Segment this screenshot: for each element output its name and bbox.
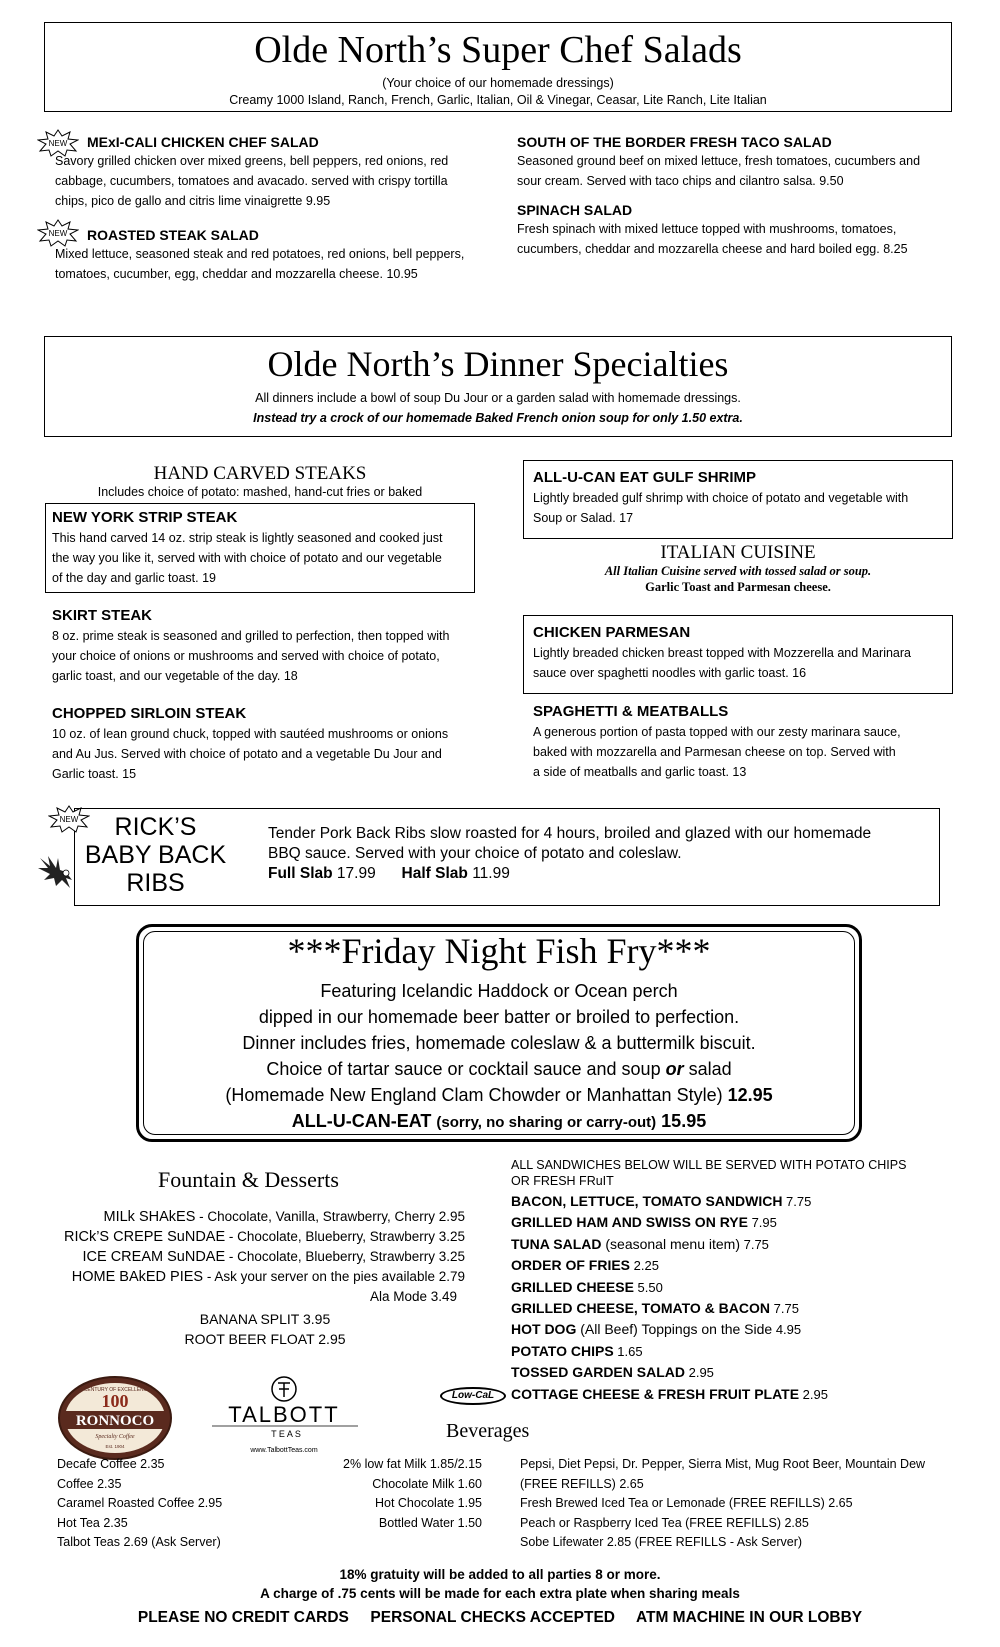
fish-price: 12.95 [727, 1085, 773, 1105]
desc-line: 10 oz. of lean ground chuck, topped with sautéed mushrooms or onions [52, 727, 449, 741]
desc-line: baked with mozzarella and Parmesan cheese on top. Served with [533, 745, 896, 759]
desc-line: a side of meatballs and garlic toast. 13 [533, 765, 747, 779]
desc-line: BBQ sauce. Served with your choice of potato and coleslaw. [268, 845, 682, 862]
desserts-list [30, 1207, 465, 1307]
steak-item-desc [52, 724, 472, 784]
sandwich-price: 7.95 [747, 1215, 777, 1231]
desc-line: Lightly breaded chicken breast topped with Mozzerella and Marinara [533, 646, 911, 660]
half-slab-label: Half Slab [401, 865, 468, 882]
salad-item-desc [517, 151, 947, 191]
dessert-item [30, 1267, 465, 1287]
sandwich-price: 7.75 [782, 1194, 812, 1209]
beverage-item: Fresh Brewed Iced Tea or Lemonade (FREE REFILLS) 2.65 [520, 1496, 853, 1510]
footer-gratuity: 18% gratuity will be added to all parties 8 or more. [339, 1567, 661, 1582]
salads-dressings: Creamy 1000 Island, Ranch, French, Garlic, Italian, Oil & Vinegar, Ceasar, Lite Ranch, Lite Italian [229, 93, 767, 107]
steak-item-title: CHOPPED SIRLOIN STEAK [52, 705, 247, 722]
fish-line: Featuring Icelandic Haddock or Ocean perch [320, 981, 678, 1001]
sandwich-price: 2.95 [799, 1386, 828, 1402]
ronnoco-sub: Specialty Coffee [95, 1434, 135, 1440]
beverage-item: Peach or Raspberry Iced Tea (FREE REFILLS) 2.85 [520, 1515, 809, 1530]
desc-line: cucumbers, cheddar and mozzarella cheese and hard boiled egg. 8.25 [517, 242, 908, 256]
salad-item-desc [517, 219, 947, 259]
full-slab-label: Full Slab [268, 865, 333, 882]
desc-line: Lightly breaded gulf shrimp with choice of potato and vegetable with [533, 491, 909, 505]
desc-line: 8 oz. prime steak is seasoned and grilled to perfection, then topped with [52, 629, 450, 643]
salad-item-title: ROASTED STEAK SALAD [87, 227, 259, 243]
sandwich-name: BACON, LETTUCE, TOMATO SANDWICH [511, 1193, 783, 1209]
salad-item-desc [55, 151, 475, 211]
steak-item-title: SKIRT STEAK [52, 607, 153, 624]
ronnoco-num: 100 [101, 1391, 129, 1411]
ala-mode: Ala Mode 3.49 [369, 1289, 457, 1304]
sandwich-list [511, 1191, 981, 1405]
desc-line: A generous portion of pasta topped with our zesty marinara sauce, [533, 725, 901, 739]
ronnoco-name: RONNOCO [75, 1413, 155, 1429]
sandwich-name: GRILLED CHEESE [511, 1278, 634, 1295]
salads-title: Olde North’s Super Chef Salads [254, 29, 742, 71]
sandwich-name: TUNA SALAD [511, 1235, 602, 1252]
dessert-item [30, 1247, 465, 1267]
fish-text: Choice of tartar sauce or cocktail sauce and soup [266, 1059, 666, 1079]
dessert-name: MILk SHAkES [103, 1209, 196, 1225]
fish-line [136, 1056, 862, 1082]
low-cal-badge [440, 1387, 506, 1405]
sandwich-price: 2.95 [684, 1365, 714, 1381]
italian-item-title: SPAGHETTI & MEATBALLS [533, 703, 729, 720]
desc-line: the way you like it, served with with choice of potato and our vegetable [52, 551, 442, 565]
talbott-url: www.TalbottTeas.com [250, 1447, 318, 1454]
desc-line: Mixed lettuce, seasoned steak and red potatoes, red onions, bell peppers, [55, 247, 465, 261]
sandwich-price: 2.25 [630, 1258, 659, 1274]
fish-text: ALL-U-CAN-EAT [291, 1111, 437, 1131]
sandwich-price: 7.75 [740, 1236, 769, 1252]
beverage-item: Pepsi, Diet Pepsi, Dr. Pepper, Sierra Mist, Mug Root Beer, Mountain Dew [520, 1457, 926, 1471]
desserts-extra [150, 1309, 380, 1349]
beverage-item: Hot Chocolate 1.95 [374, 1496, 482, 1510]
italian-item-desc [533, 722, 948, 782]
beverages-title: Beverages [446, 1420, 530, 1442]
desc-line: garlic toast, and our vegetable of the day. 18 [52, 669, 298, 683]
dinner-title: Olde North’s Dinner Specialties [267, 344, 729, 384]
desc-line: Garlic toast. 15 [52, 767, 137, 781]
desc-line: tomatoes, cucumber, egg, cheddar and mozzarella cheese. 10.95 [55, 267, 418, 281]
dessert-name: RICk’S CREPE SuNDAE [63, 1229, 226, 1245]
ribs-prices [268, 864, 928, 884]
steaks-note: Includes choice of potato: mashed, hand-cut fries or baked [97, 485, 423, 499]
ribs-title [68, 813, 243, 897]
beverages-col2 [300, 1455, 482, 1533]
fish-line [136, 1082, 862, 1108]
dessert-item [30, 1227, 465, 1247]
sandwich-name: POTATO CHIPS [511, 1342, 614, 1359]
sandwich-item [511, 1277, 981, 1298]
steak-item-title: NEW YORK STRIP STEAK [52, 509, 238, 526]
fish-price: 15.95 [656, 1111, 707, 1131]
ribs-title-line: RICK’S [114, 813, 197, 841]
new-badge-label: NEW [48, 229, 68, 238]
footer-payment: PLEASE NO CREDIT CARDS PERSONAL CHECKS ACCEPTED ATM MACHINE IN OUR LOBBY [137, 1609, 863, 1626]
new-badge-icon [37, 219, 79, 247]
desc-line: This hand carved 14 oz. strip steak is lightly seasoned and cooked just [52, 531, 443, 545]
sandwich-name: ORDER OF FRIES [511, 1257, 631, 1274]
talbott-name: TALBOTT [228, 1402, 340, 1427]
salad-item-desc [55, 244, 475, 284]
dessert-detail: - Chocolate, Blueberry, Strawberry 3.25 [225, 1249, 465, 1264]
steaks-heading: HAND CARVED STEAKS [153, 463, 367, 484]
half-slab-price: 11.99 [472, 865, 510, 882]
new-badge-label: NEW [48, 139, 68, 148]
fish-text: (Homemade New England Clam Chowder or Manhattan Style) [225, 1085, 728, 1105]
desc-line: Tender Pork Back Ribs slow roasted for 4 hours, broiled and glazed with our homemade [268, 825, 872, 842]
ribs-desc [268, 824, 928, 884]
desc-line: Fresh spinach with mixed lettuce topped with mushrooms, tomatoes, [517, 222, 897, 236]
sandwich-item [511, 1191, 981, 1212]
ribs-title-line: RIBS [126, 869, 185, 897]
fish-line [136, 1108, 862, 1136]
beverages-col3 [520, 1455, 925, 1553]
ronnoco-logo [57, 1375, 173, 1461]
sandwich-price: 7.75 [770, 1301, 799, 1317]
sandwich-price: 1.65 [613, 1343, 643, 1359]
dessert-detail: - Ask your server on the pies available 2.79 [203, 1269, 465, 1284]
italian-item-title: CHICKEN PARMESAN [533, 624, 691, 641]
dessert-name: ICE CREAM SuNDAE [82, 1249, 226, 1265]
sandwich-name: HOT DOG [511, 1321, 577, 1338]
fish-text: or [665, 1059, 684, 1079]
steak-item-desc [52, 528, 472, 588]
dinner-note: All dinners include a bowl of soup Du Jour or a garden salad with homemade dressings. [255, 391, 741, 405]
steak-item-desc [52, 626, 472, 686]
fish-line: dipped in our homemade beer batter or broiled to perfection. [258, 1007, 740, 1027]
sandwich-extra: (All Beef) Toppings on the Side [576, 1321, 773, 1338]
sandwich-item [511, 1362, 981, 1383]
fish-text: (sorry, no sharing or carry-out) [436, 1114, 657, 1131]
desc-line: chips, pico de gallo and citris lime vinaigrette 9.95 [55, 194, 331, 208]
new-badge-label: NEW [59, 815, 79, 824]
salad-item-title: SPINACH SALAD [517, 202, 633, 218]
full-slab-price: 17.99 [336, 865, 376, 882]
dinner-note-italic: Instead try a crock of our homemade Baked French onion soup for only 1.50 extra. [253, 411, 743, 425]
desc-line: your choice of onions or mushrooms and served with choice of potato, [52, 649, 440, 663]
dessert-detail: - Chocolate, Blueberry, Strawberry 3.25 [225, 1229, 465, 1244]
beverage-item: Decafe Coffee 2.35 [57, 1457, 165, 1471]
ronnoco-est: Est. 1904 [105, 1444, 125, 1449]
desc-line: sauce over spaghetti noodles with garlic toast. 16 [533, 666, 807, 680]
sandwich-price: 5.50 [633, 1279, 663, 1295]
sandwich-item [511, 1255, 981, 1276]
desc-line: sour cream. Served with taco chips and cilantro salsa. 9.50 [517, 174, 844, 188]
italian-note: All Italian Cuisine served with tossed salad or soup. [604, 564, 872, 578]
beverage-item: Hot Tea 2.35 [57, 1515, 128, 1530]
sandwich-name: COTTAGE CHEESE & FRESH FRUIT PLATE [511, 1385, 800, 1402]
italian-note: Garlic Toast and Parmesan cheese. [645, 580, 831, 594]
beverage-item: Coffee 2.35 [57, 1476, 122, 1491]
low-cal-label: Low-CaL [451, 1390, 495, 1401]
sandwich-extra: (seasonal menu item) [601, 1235, 740, 1252]
beverage-item: (FREE REFILLS) 2.65 [520, 1476, 644, 1491]
desc-line: cabbage, cucumbers, tomatoes and avacado. served with crispy tortilla [55, 174, 448, 188]
talbott-sub: T E A S [271, 1429, 301, 1439]
footer-sharing: A charge of .75 cents will be made for each extra plate when sharing meals [260, 1586, 740, 1601]
salad-item-title: SOUTH OF THE BORDER FRESH TACO SALAD [517, 134, 832, 150]
beverage-item: 2% low fat Milk 1.85/2.15 [343, 1457, 482, 1471]
ronnoco-top-text: A CENTURY OF EXCELLENCE [79, 1387, 151, 1393]
sandwich-note-line: ALL SANDWICHES BELOW WILL BE SERVED WITH POTATO CHIPS [511, 1158, 907, 1172]
italian-item-desc [533, 643, 948, 683]
beverage-item: Caramel Roasted Coffee 2.95 [57, 1496, 223, 1510]
sandwich-item [511, 1234, 981, 1255]
sandwich-name: TOSSED GARDEN SALAD [511, 1364, 685, 1381]
sandwich-name: GRILLED CHEESE, TOMATO & BACON [511, 1300, 771, 1317]
desc-line: Savory grilled chicken over mixed greens, bell peppers, red onions, red [55, 154, 449, 168]
desc-line: Seasoned ground beef on mixed lettuce, fresh tomatoes, cucumbers and [517, 154, 921, 168]
sandwich-item [511, 1341, 981, 1362]
sandwich-item [511, 1298, 981, 1319]
dessert-item [30, 1207, 465, 1227]
beverages-col1 [57, 1455, 222, 1553]
sandwich-note-line: OR FRESH FRuIT [511, 1174, 614, 1188]
dessert-detail: - Chocolate, Vanilla, Strawberry, Cherry 2.95 [195, 1209, 465, 1224]
sandwich-note [511, 1157, 906, 1189]
fish-line: Dinner includes fries, homemade coleslaw & a buttermilk biscuit. [242, 1033, 756, 1053]
salads-subtitle: (Your choice of our homemade dressings) [382, 76, 614, 90]
desc-line: of the day and garlic toast. 19 [52, 571, 216, 585]
desserts-title: Fountain & Desserts [158, 1167, 339, 1192]
ribs-title-line: BABY BACK [84, 841, 227, 869]
italian-heading: ITALIAN CUISINE [660, 542, 816, 563]
sandwich-price: 4.95 [772, 1322, 802, 1338]
dessert-name: HOME BAkED PIES [71, 1269, 204, 1285]
beverage-item: Sobe Lifewater 2.85 (FREE REFILLS - Ask Server) [520, 1535, 803, 1549]
shrimp-desc [533, 488, 948, 528]
sandwich-item [511, 1319, 981, 1340]
dessert-item: BANANA SPLIT 3.95 [199, 1311, 331, 1327]
fish-fry-body [136, 978, 862, 1136]
shrimp-title: ALL-U-CAN EAT GULF SHRIMP [533, 469, 757, 486]
dessert-item: ROOT BEER FLOAT 2.95 [184, 1331, 346, 1347]
beverage-item: Chocolate Milk 1.60 [372, 1476, 482, 1491]
sandwich-item [511, 1384, 981, 1405]
fish-text: salad [683, 1059, 732, 1079]
sandwich-item [511, 1212, 981, 1233]
desc-line: and Au Jus. Served with choice of potato and a vegetable Du Jour and [52, 747, 442, 761]
desc-line: Soup or Salad. 17 [533, 511, 634, 525]
beverage-item: Bottled Water 1.50 [378, 1515, 482, 1530]
talbott-logo [210, 1375, 370, 1457]
fish-fry-title: ***Friday Night Fish Fry*** [287, 931, 711, 971]
beverage-item: Talbot Teas 2.69 (Ask Server) [57, 1535, 221, 1549]
salad-item-title: MExI-CALI CHICKEN CHEF SALAD [87, 134, 319, 150]
sandwich-name: GRILLED HAM AND SWISS ON RYE [511, 1214, 748, 1231]
